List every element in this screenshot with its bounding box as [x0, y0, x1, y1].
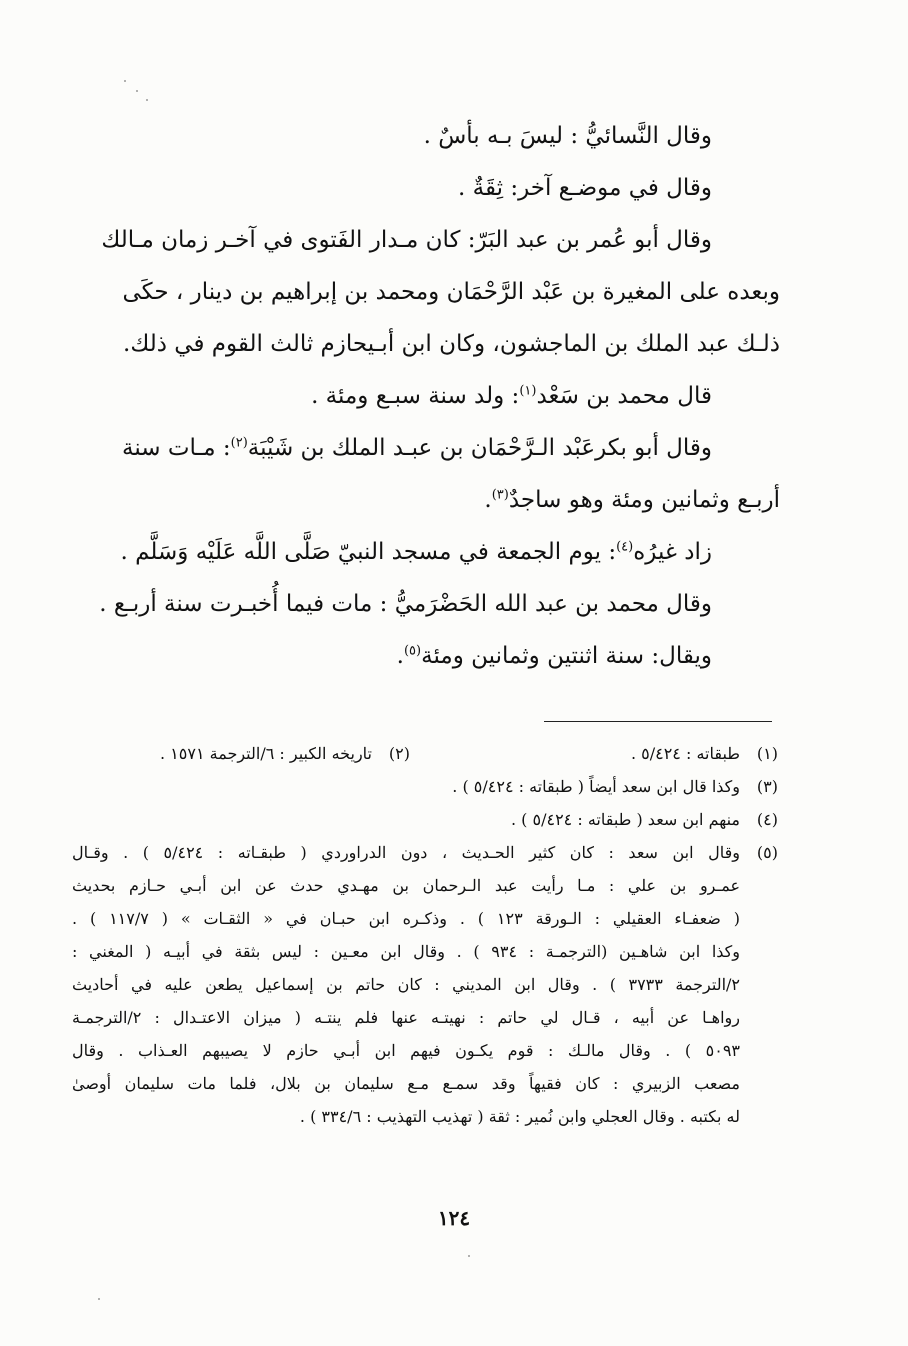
line-text: وقال أبو عُمر بن عبد البَرّ: كان مـدار الفَتوى في آخـر زمان مـالك [101, 227, 712, 253]
footnote-ref: (١) [519, 383, 537, 399]
line-text: وقال النَّسائيُّ : ليسَ بـه بأسٌ . [423, 123, 712, 149]
footnote-ref: (٣) [491, 487, 509, 503]
footnote-row-5 [72, 836, 778, 1133]
line-text: : مـات سنة [121, 435, 231, 461]
footnote-text: طبقاته : ٥/٤٢٤ . [630, 744, 740, 763]
line-text: أربـع وثمانين ومئة وهو ساجدٌ [508, 487, 780, 513]
scan-speck [124, 80, 126, 82]
footnote-row-1-2 [72, 737, 778, 770]
footnote-ref: (٢) [230, 435, 248, 451]
line-text: . [396, 643, 404, 669]
scan-speck [136, 90, 138, 92]
line-text: ويقال: سنة اثنتين وثمانين ومئة [421, 643, 712, 669]
line-text: . [484, 487, 492, 513]
scan-speck [146, 99, 148, 101]
footnote-line: رواهـا عن أبيه ، قـال لي حاتم : نهيتـه عنها فلم ينتـه ( ميزان الاعتـدال : ٢/الترجمـة [72, 1008, 740, 1027]
footnote-number: (٤) [756, 810, 778, 829]
text-line [70, 474, 780, 526]
line-text: وقال في موضـع آخر: ثِقَةٌ . [458, 175, 712, 201]
line-text: قال محمد بن سَعْد [536, 383, 712, 409]
line-text: وبعده على المغيرة بن عَبْد الرَّحْمَان ومحمد بن إبراهيم بن دينار ، حكَى [122, 279, 780, 305]
line-text: زاد غيرُه [633, 539, 712, 565]
footnote-number: (٥) [756, 843, 778, 862]
text-line [70, 630, 780, 682]
footnote-line: وقال ابن سعد : كان كثير الحـديث ، دون الدراوردي ( طبقـاته : ٥/٤٢٤ ) . وقـال [72, 843, 740, 862]
text-line [70, 526, 780, 578]
footnote-ref: (٤) [616, 539, 634, 555]
footnote-separator [544, 721, 772, 722]
footnote-line: وكذا ابن شاهـين (الترجمـة : ٩٣٤ ) . وقال ابن معـين : ليس بثقة في أبيـه ( المغني : [72, 942, 741, 961]
footnote-number: (٣) [756, 777, 778, 796]
footnote-text: منهم ابن سعد ( طبقاته : ٥/٤٢٤ ) . [511, 810, 740, 829]
scan-speck [468, 1255, 470, 1257]
footnote-line: له بكتبه . وقال العجلي وابن نُمير : ثقة ( تهذيب التهذيب : ٣٣٤/٦ ) . [299, 1107, 740, 1126]
footnote-row-4 [72, 803, 778, 836]
line-text: وقال محمد بن عبد الله الحَضْرَميُّ : مات فيما أُخبـرت سنة أربـع . [99, 591, 712, 617]
footnote-number: (١) [756, 744, 778, 763]
text-line [70, 214, 780, 266]
line-text: : يوم الجمعة في مسجد النبيّ صَلَّى اللَّه عَلَيْه وَسَلَّم . [120, 539, 617, 565]
text-line [70, 162, 780, 214]
footnote-ref: (٥) [403, 643, 422, 659]
line-text: ذلـك عبد الملك بن الماجشون، وكان ابن أبـيحازم ثالث القوم في ذلك. [123, 331, 780, 357]
text-line [70, 266, 780, 318]
footnote-line: مصعب الزبيري : كان فقيهاً وقد سمـع مـع سليمان بن بلال، فلما مات سليمان أوصىٰ [72, 1074, 740, 1093]
text-line [70, 422, 780, 474]
footnote-line: ٢/الترجمة ٣٧٣٣ ) . وقال ابن المديني : كان حاتم بن إسماعيل يطعن عليه في أحاديث [72, 975, 741, 994]
page-number: ١٢٤ [437, 1206, 471, 1230]
footnote-text: تاريخه الكبير : ٦/الترجمة ١٥٧١ . [159, 744, 372, 763]
main-text [70, 110, 780, 682]
line-text: : ولد سنة سبـع ومئة . [311, 383, 520, 409]
text-line [70, 370, 780, 422]
text-line [70, 578, 780, 630]
footnote-row-3 [72, 770, 778, 803]
footnote-text: وكذا قال ابن سعد أيضاً ( طبقاته : ٥/٤٢٤ ) . [452, 777, 740, 796]
footnotes [72, 737, 778, 1133]
footnote-number: (٢) [388, 744, 410, 763]
scan-speck [98, 1298, 100, 1300]
line-text: وقال أبو بكرعَبْد الـرَّحْمَان بن عبـد الملك بن شَيْبَة [247, 435, 712, 461]
footnote-line: عمـرو بن علي : مـا رأيت عبد الـرحمان بن مهـدي حدث عن ابن أبـي حـازم بحديث [72, 876, 740, 895]
text-line [70, 110, 780, 162]
text-line [70, 318, 780, 370]
footnote-line: ( ضعفـاء العقيلي : الـورقة ١٢٣ ) . وذكـره ابن حبـان في « الثقـات » ( ١١٧/٧ ) . [72, 909, 741, 928]
footnote-text [72, 836, 740, 1133]
footnote-line: ٥٠٩٣ ) . وقال مالـك : قوم يكـون فيهم ابن أبـي حازم لا يصيبهم العـذاب . وقال [72, 1041, 740, 1060]
